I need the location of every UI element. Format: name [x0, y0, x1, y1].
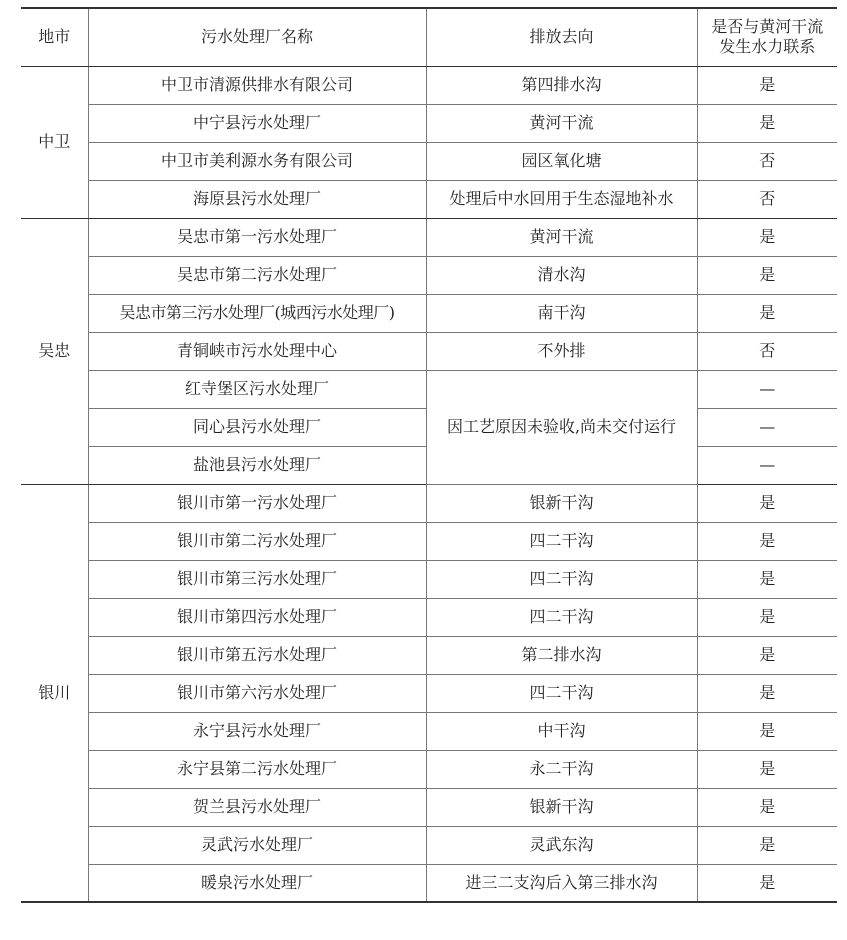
city-cell: 银川	[21, 484, 88, 902]
plant-name-cell: 盐池县污水处理厂	[88, 446, 426, 484]
link-cell: 否	[697, 180, 837, 218]
plant-name-cell: 中宁县污水处理厂	[88, 104, 426, 142]
discharge-cell: 银新干沟	[426, 484, 697, 522]
discharge-cell: 四二干沟	[426, 674, 697, 712]
table-row	[21, 674, 837, 712]
table-row	[21, 218, 837, 256]
link-cell: —	[697, 446, 837, 484]
discharge-cell: 南干沟	[426, 294, 697, 332]
link-cell: 是	[697, 826, 837, 864]
link-cell: 是	[697, 674, 837, 712]
link-cell: 是	[697, 522, 837, 560]
link-cell: 是	[697, 294, 837, 332]
link-cell: 是	[697, 750, 837, 788]
discharge-cell: 四二干沟	[426, 560, 697, 598]
discharge-cell: 四二干沟	[426, 598, 697, 636]
table-row	[21, 560, 837, 598]
table-row	[21, 598, 837, 636]
plant-name-cell: 吴忠市第三污水处理厂(城西污水处理厂)	[88, 294, 426, 332]
link-cell: —	[697, 370, 837, 408]
link-cell: 是	[697, 598, 837, 636]
table-row	[21, 712, 837, 750]
discharge-cell: 黄河干流	[426, 218, 697, 256]
header-city: 地市	[21, 8, 88, 66]
link-cell: 否	[697, 332, 837, 370]
plant-name-cell: 永宁县污水处理厂	[88, 712, 426, 750]
table-row	[21, 332, 837, 370]
plant-name-cell: 同心县污水处理厂	[88, 408, 426, 446]
discharge-cell-merged: 因工艺原因未验收,尚未交付运行	[426, 370, 697, 484]
table-row	[21, 104, 837, 142]
plant-name-cell: 暖泉污水处理厂	[88, 864, 426, 902]
table-row	[21, 484, 837, 522]
table-row	[21, 788, 837, 826]
header-row	[21, 8, 837, 66]
discharge-cell: 处理后中水回用于生态湿地补水	[426, 180, 697, 218]
discharge-cell: 中干沟	[426, 712, 697, 750]
table-row	[21, 256, 837, 294]
discharge-cell: 永二干沟	[426, 750, 697, 788]
table-row	[21, 294, 837, 332]
plant-name-cell: 海原县污水处理厂	[88, 180, 426, 218]
link-cell: 是	[697, 218, 837, 256]
plant-name-cell: 灵武污水处理厂	[88, 826, 426, 864]
table-row	[21, 864, 837, 902]
link-cell: 是	[697, 788, 837, 826]
discharge-cell: 园区氧化塘	[426, 142, 697, 180]
link-cell: 是	[697, 66, 837, 104]
discharge-cell: 不外排	[426, 332, 697, 370]
link-cell: 是	[697, 560, 837, 598]
table-row	[21, 636, 837, 674]
wastewater-plants-table	[21, 7, 837, 903]
table-row	[21, 142, 837, 180]
discharge-cell: 第四排水沟	[426, 66, 697, 104]
discharge-cell: 灵武东沟	[426, 826, 697, 864]
header-yellow-river-link: 是否与黄河干流发生水力联系	[697, 8, 837, 66]
link-cell: 是	[697, 636, 837, 674]
discharge-cell: 第二排水沟	[426, 636, 697, 674]
plant-name-cell: 贺兰县污水处理厂	[88, 788, 426, 826]
link-cell: 否	[697, 142, 837, 180]
discharge-cell: 黄河干流	[426, 104, 697, 142]
table-row	[21, 522, 837, 560]
plant-name-cell: 中卫市清源供排水有限公司	[88, 66, 426, 104]
link-cell: 是	[697, 864, 837, 902]
link-cell: 是	[697, 104, 837, 142]
plant-name-cell: 银川市第四污水处理厂	[88, 598, 426, 636]
city-cell: 吴忠	[21, 218, 88, 484]
city-cell: 中卫	[21, 66, 88, 218]
plant-name-cell: 银川市第三污水处理厂	[88, 560, 426, 598]
header-discharge: 排放去向	[426, 8, 697, 66]
link-cell: 是	[697, 484, 837, 522]
plant-name-cell: 吴忠市第二污水处理厂	[88, 256, 426, 294]
table-row	[21, 826, 837, 864]
plant-name-cell: 吴忠市第一污水处理厂	[88, 218, 426, 256]
plant-name-cell: 青铜峡市污水处理中心	[88, 332, 426, 370]
table-row	[21, 180, 837, 218]
table-container	[21, 7, 837, 903]
link-cell: —	[697, 408, 837, 446]
header-plant-name: 污水处理厂名称	[88, 8, 426, 66]
table-row	[21, 370, 837, 408]
discharge-cell: 进三二支沟后入第三排水沟	[426, 864, 697, 902]
plant-name-cell: 红寺堡区污水处理厂	[88, 370, 426, 408]
plant-name-cell: 银川市第一污水处理厂	[88, 484, 426, 522]
plant-name-cell: 永宁县第二污水处理厂	[88, 750, 426, 788]
link-cell: 是	[697, 712, 837, 750]
plant-name-cell: 银川市第五污水处理厂	[88, 636, 426, 674]
table-row	[21, 66, 837, 104]
plant-name-cell: 银川市第六污水处理厂	[88, 674, 426, 712]
plant-name-cell: 银川市第二污水处理厂	[88, 522, 426, 560]
table-row	[21, 750, 837, 788]
plant-name-cell: 中卫市美利源水务有限公司	[88, 142, 426, 180]
discharge-cell: 清水沟	[426, 256, 697, 294]
link-cell: 是	[697, 256, 837, 294]
discharge-cell: 四二干沟	[426, 522, 697, 560]
discharge-cell: 银新干沟	[426, 788, 697, 826]
